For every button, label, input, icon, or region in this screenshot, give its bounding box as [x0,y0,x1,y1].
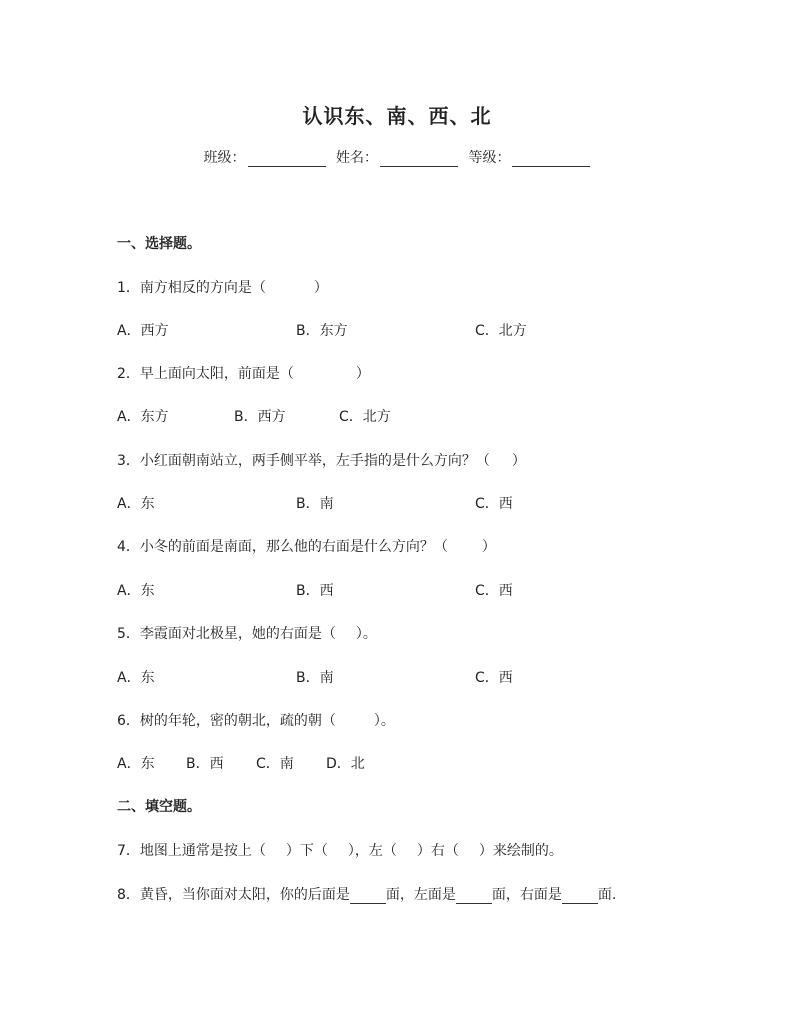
student-info-row [0,147,794,167]
question-8 [117,884,616,904]
section-fill-heading: 二、填空题。 [117,799,201,815]
question-7-part-4: ）右（ [416,843,459,859]
question-4 [117,536,496,556]
question-6-text: 6．树的年轮，密的朝北，疏的朝（ [117,713,336,729]
q2-option-c: C．北方 [339,409,391,425]
q4-option-a: A．东 [117,583,155,599]
class-label: 班级： [203,150,246,166]
name-blank [380,152,458,167]
q4-option-b: B．西 [296,583,334,599]
q2-option-b: B．西方 [234,409,286,425]
q8-blank-2 [456,889,492,904]
question-6-close: ）。 [373,713,395,729]
question-3-options [117,493,677,511]
question-3-close: ） [511,453,526,469]
section-choice-heading: 一、选择题。 [117,236,201,252]
q4-option-c: C．西 [475,583,513,599]
question-7-part-5: ）来绘制的。 [478,843,563,859]
q1-option-b: B．东方 [296,323,348,339]
question-8-part-3: 面，右面是 [491,887,562,903]
question-2 [117,363,370,383]
question-8-part-4: 面. [597,887,617,903]
question-7-part-2: ）下（ [285,843,328,859]
grade-blank [512,152,590,167]
question-5-text: 5．李霞面对北极星，她的右面是（ [117,626,336,642]
q5-option-b: B．南 [296,670,334,686]
question-1-close: ） [313,280,328,296]
question-6-options [117,753,677,771]
question-8-part-2: 面，左面是 [385,887,456,903]
question-1 [117,277,328,297]
q8-blank-1 [350,889,386,904]
class-field [204,147,326,167]
q3-option-a: A．东 [117,496,155,512]
question-2-text: 2．早上面向太阳，前面是（ [117,366,294,382]
question-7-part-3: ），左（ [347,843,397,859]
question-3 [117,450,526,470]
question-4-close: ） [481,539,496,555]
question-1-text: 1．南方相反的方向是（ [117,280,266,296]
q2-option-a: A．东方 [117,409,169,425]
q1-option-a: A．西方 [117,323,169,339]
name-label: 姓名： [336,150,378,166]
q3-option-c: C．西 [475,496,513,512]
question-3-text: 3．小红面朝南站立，两手侧平举，左手指的是什么方向？（ [117,453,490,469]
question-5-close: ）。 [355,626,377,642]
q6-option-b: B．西 [186,756,224,772]
q6-option-c: C．南 [256,756,294,772]
question-6 [117,710,395,730]
class-blank [248,152,326,167]
question-7 [117,840,563,860]
question-1-options [117,320,677,338]
page-title: 认识东、南、西、北 [302,104,492,128]
question-5 [117,623,377,643]
question-4-options [117,580,677,598]
question-7-part-1: 7．地图上通常是按上（ [117,843,266,859]
question-8-part-1: 8．黄昏，当你面对太阳，你的后面是 [117,887,350,903]
grade-label: 等级： [468,150,511,166]
q8-blank-3 [562,889,598,904]
question-5-options [117,667,677,685]
q5-option-a: A．东 [117,670,155,686]
question-2-options [117,406,677,424]
grade-field [468,147,590,167]
q6-option-d: D．北 [326,756,365,772]
q1-option-c: C．北方 [475,323,527,339]
question-4-text: 4．小冬的前面是南面，那么他的右面是什么方向？（ [117,539,448,555]
question-2-close: ） [355,366,370,382]
q3-option-b: B．南 [296,496,334,512]
q6-option-a: A．东 [117,756,155,772]
q5-option-c: C．西 [475,670,513,686]
name-field [336,147,458,167]
